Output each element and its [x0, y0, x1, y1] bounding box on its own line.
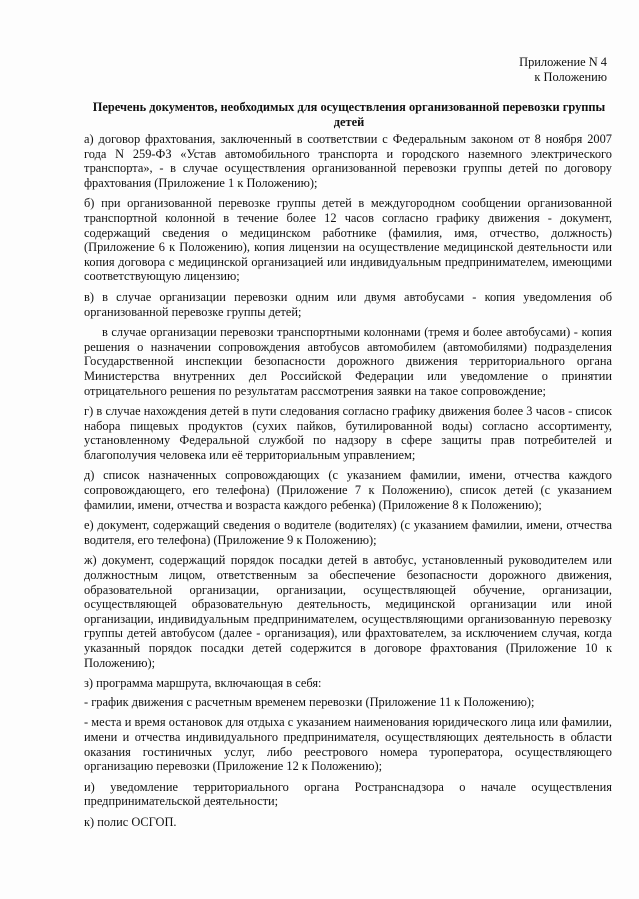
- item-d: д) список назначенных сопровождающих (с указанием фамилии, имени, отчества каждого сопровождающего, его телефона) (Приложение 7 к Положению), список детей (с указанием фамилии, имени, отчества и возраста каждого ребенка) (Приложение 8 к Положению);: [84, 468, 612, 512]
- item-e: е) документ, содержащий сведения о водителе (водителях) (с указанием фамилии, имени, отчества водителя, его телефона) (Приложение 9 к Положению);: [84, 518, 612, 547]
- item-v-convoy: в случае организации перевозки транспортными колоннами (тремя и более автобусами) - копия решения о назначении сопровождения автобусов автомобилем (автомобилями) подразделения Государственной инспекции безопасности дорожного движения территориального органа Министерства внутренних дел Российской Федерации или уведомление о принятии отрицательного решения по результатам рассмотрения заявки на такое сопровождение;: [84, 325, 612, 398]
- appendix-number: Приложение N 4: [519, 55, 607, 69]
- document-body: [84, 132, 612, 836]
- item-i: и) уведомление территориального органа Ространснадзора о начале осуществления предпринимательской деятельности;: [84, 779, 612, 809]
- item-g: г) в случае нахождения детей в пути следования согласно графику движения более 3 часов - список набора пищевых продуктов (сухих пайков, бутилированной воды) согласно ассортименту, установленному Федеральной службой по надзору в сфере защиты прав потребителей и благополучия человека или её территориальным управлением;: [84, 404, 612, 462]
- appendix-reference: к Положению: [534, 70, 607, 84]
- document-title: Перечень документов, необходимых для осуществления организованной перевозки группы детей: [92, 100, 606, 129]
- item-v: в) в случае организации перевозки одним или двумя автобусами - копия уведомления об организованной перевозке группы детей;: [84, 289, 612, 319]
- item-a: а) договор фрахтования, заключенный в соответствии с Федеральным законом от 8 ноября 2007 года N 259-ФЗ «Устав автомобильного транспорта и городского наземного электрического транспорта», - в случае осуществления организованной перевозки группы детей по договору фрахтования (Приложение 1 к Положению);: [84, 132, 612, 190]
- item-k: к) полис ОСГОП.: [84, 814, 177, 829]
- appendix-label: [519, 55, 607, 85]
- item-b: б) при организованной перевозке группы детей в междугородном сообщении организованной транспортной колонной в течение более 12 часов согласно графику движения - документ, содержащий сведения о медицинском работнике (фамилия, имя, отчество, должность) (Приложение 6 к Положению), копия лицензии на осуществление медицинской деятельности или копия договора с медицинской организацией или индивидуальным предпринимателем, имеющими соответствующую лицензию;: [84, 196, 612, 284]
- item-z-stops: - места и время остановок для отдыха с указанием наименования юридического лица или фамилии, имени и отчества индивидуального предпринимателя, осуществляющих деятельность в области оказания гостиничных услуг, либо реестрового номера туроператора, осуществляющего организацию перевозки (Приложение 12 к Положению);: [84, 715, 612, 774]
- item-zh: ж) документ, содержащий порядок посадки детей в автобус, установленный руководителем или должностным лицом, ответственным за обеспечение безопасности дорожного движения, образовательной организации, организации, осуществляющей обучение, организации, осуществляющей образовательную деятельность, медицинской организации или иной организации, индивидуальным предпринимателем, осуществляющими организованную перевозку группы детей автобусом (далее - организация), или фрахтователем, за исключением случая, когда указанный порядок посадки детей содержится в договоре фрахтования (Приложение 10 к Положению);: [84, 553, 612, 670]
- item-z: з) программа маршрута, включающая в себя:: [84, 676, 322, 691]
- item-z-schedule: - график движения с расчетным временем перевозки (Приложение 11 к Положению);: [84, 694, 535, 709]
